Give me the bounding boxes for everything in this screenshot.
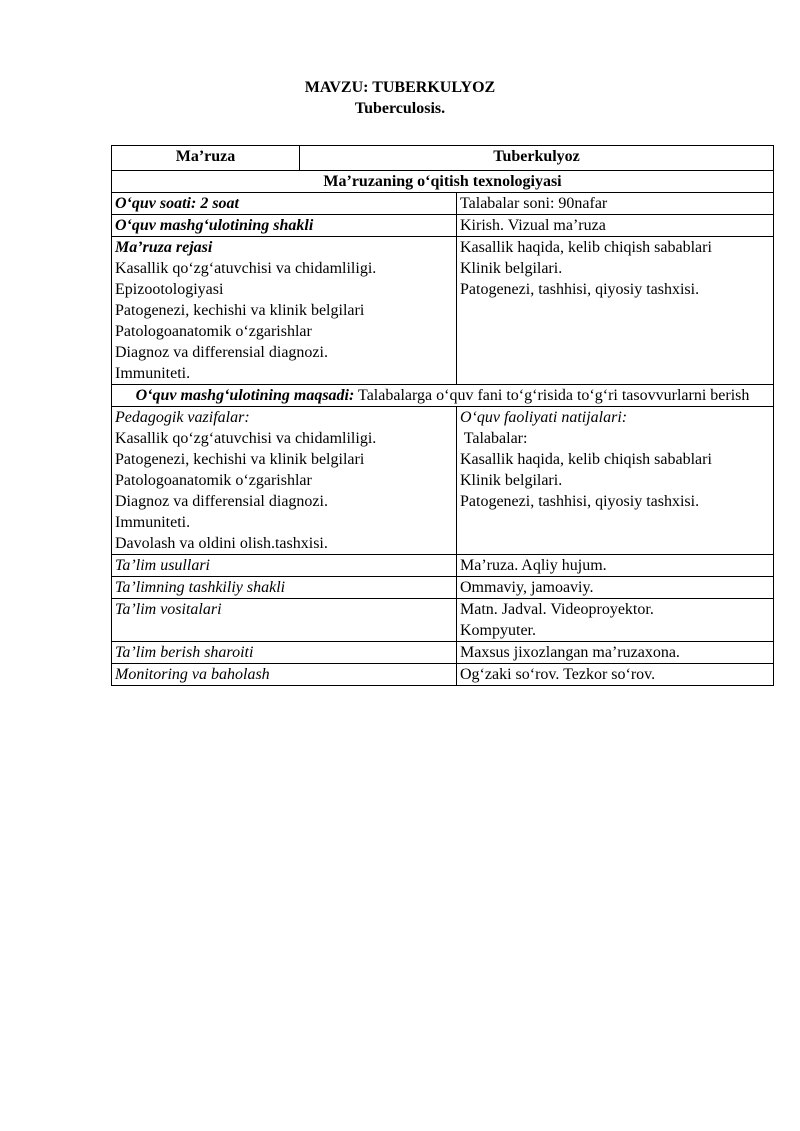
conditions-label: Ta’lim berish sharoiti <box>112 642 457 664</box>
form-row <box>112 215 774 237</box>
methods-value: Ma’ruza. Aqliy hujum. <box>457 555 774 577</box>
plan-right-item: Kasallik haqida, kelib chiqish sabablari <box>460 239 712 256</box>
lesson-plan-table <box>111 145 774 686</box>
header-lecture-cell: Ma’ruza <box>112 146 300 171</box>
plan-item: Kasallik qo‘zg‘atuvchisi va chidamliligi. <box>115 260 377 277</box>
plan-row <box>112 237 774 385</box>
plan-item: Patogenezi, kechishi va klinik belgilari <box>115 302 365 319</box>
tasks-row <box>112 407 774 555</box>
pedagogical-task-item: Diagnoz va differensial diagnozi. <box>115 493 328 510</box>
document-title: MAVZU: TUBERKULYOZ <box>304 79 496 96</box>
methods-label: Ta’lim usullari <box>112 555 457 577</box>
learning-result-item: Kasallik haqida, kelib chiqish sabablari <box>460 451 712 468</box>
monitoring-label: Monitoring va baholash <box>112 664 457 686</box>
technology-heading-row <box>112 171 774 193</box>
conditions-row <box>112 642 774 664</box>
pedagogical-task-item: Kasallik qo‘zg‘atuvchisi va chidamliligi. <box>115 430 377 447</box>
pedagogical-task-item: Patogenezi, kechishi va klinik belgilari <box>115 451 365 468</box>
tools-label: Ta’lim vositalari <box>112 599 457 642</box>
methods-row <box>112 555 774 577</box>
tools-value-line: Matn. Jadval. Videoproyektor. <box>460 601 654 618</box>
plan-right-item: Klinik belgilari. <box>460 260 563 277</box>
learning-result-item: Klinik belgilari. <box>460 472 563 489</box>
organization-label: Ta’limning tashkiliy shakli <box>112 577 457 599</box>
pedagogical-task-item: Patologoanatomik o‘zgarishlar <box>115 472 312 489</box>
organization-value: Ommaviy, jamoaviy. <box>457 577 774 599</box>
form-label-cell: O‘quv mashg‘ulotining shakli <box>112 215 457 237</box>
tools-value-line: Kompyuter. <box>460 622 536 639</box>
plan-item: Epizootologiyasi <box>115 281 224 298</box>
plan-item: Diagnoz va differensial diagnozi. <box>115 344 328 361</box>
plan-item: Immuniteti. <box>115 365 191 382</box>
pedagogical-tasks-title: Pedagogik vazifalar: <box>115 409 250 426</box>
organization-row <box>112 577 774 599</box>
pedagogical-task-item: Davolash va oldini olish.tashxisi. <box>115 535 328 552</box>
plan-title: Ma’ruza rejasi <box>115 239 213 256</box>
monitoring-row <box>112 664 774 686</box>
learning-results-cell <box>457 407 774 555</box>
plan-right-item: Patogenezi, tashhisi, qiyosiy tashxisi. <box>460 281 700 298</box>
plan-right-cell <box>457 237 774 385</box>
plan-item: Patologoanatomik o‘zgarishlar <box>115 323 312 340</box>
goal-row <box>112 385 774 407</box>
monitoring-value: Og‘zaki so‘rov. Tezkor so‘rov. <box>457 664 774 686</box>
goal-label: O‘quv mashg‘ulotining maqsadi: <box>135 387 355 404</box>
technology-heading: Ma’ruzaning o‘qitish texnologiyasi <box>112 171 774 193</box>
hours-row <box>112 193 774 215</box>
header-topic-cell: Tuberkulyoz <box>300 146 774 171</box>
learning-result-item: Patogenezi, tashhisi, qiyosiy tashxisi. <box>460 493 700 510</box>
document-subtitle: Tuberculosis. <box>354 100 446 117</box>
form-value-cell: Kirish. Vizual ma’ruza <box>457 215 774 237</box>
plan-left-cell <box>112 237 457 385</box>
learning-results-title: O‘quv faoliyati natijalari: <box>460 409 628 426</box>
learning-result-item: Talabalar: <box>460 430 528 447</box>
students-cell: Talabalar soni: 90nafar <box>457 193 774 215</box>
pedagogical-task-item: Immuniteti. <box>115 514 191 531</box>
hours-cell: O‘quv soati: 2 soat <box>112 193 457 215</box>
pedagogical-tasks-cell <box>112 407 457 555</box>
goal-text: Talabalarga o‘quv fani to‘g‘risida to‘g‘ri tasovvurlarni berish <box>354 387 750 404</box>
goal-cell <box>112 385 774 407</box>
tools-value-cell <box>457 599 774 642</box>
table-header-row <box>112 146 774 171</box>
conditions-value: Maxsus jixozlangan ma’ruzaxona. <box>457 642 774 664</box>
tools-row <box>112 599 774 642</box>
